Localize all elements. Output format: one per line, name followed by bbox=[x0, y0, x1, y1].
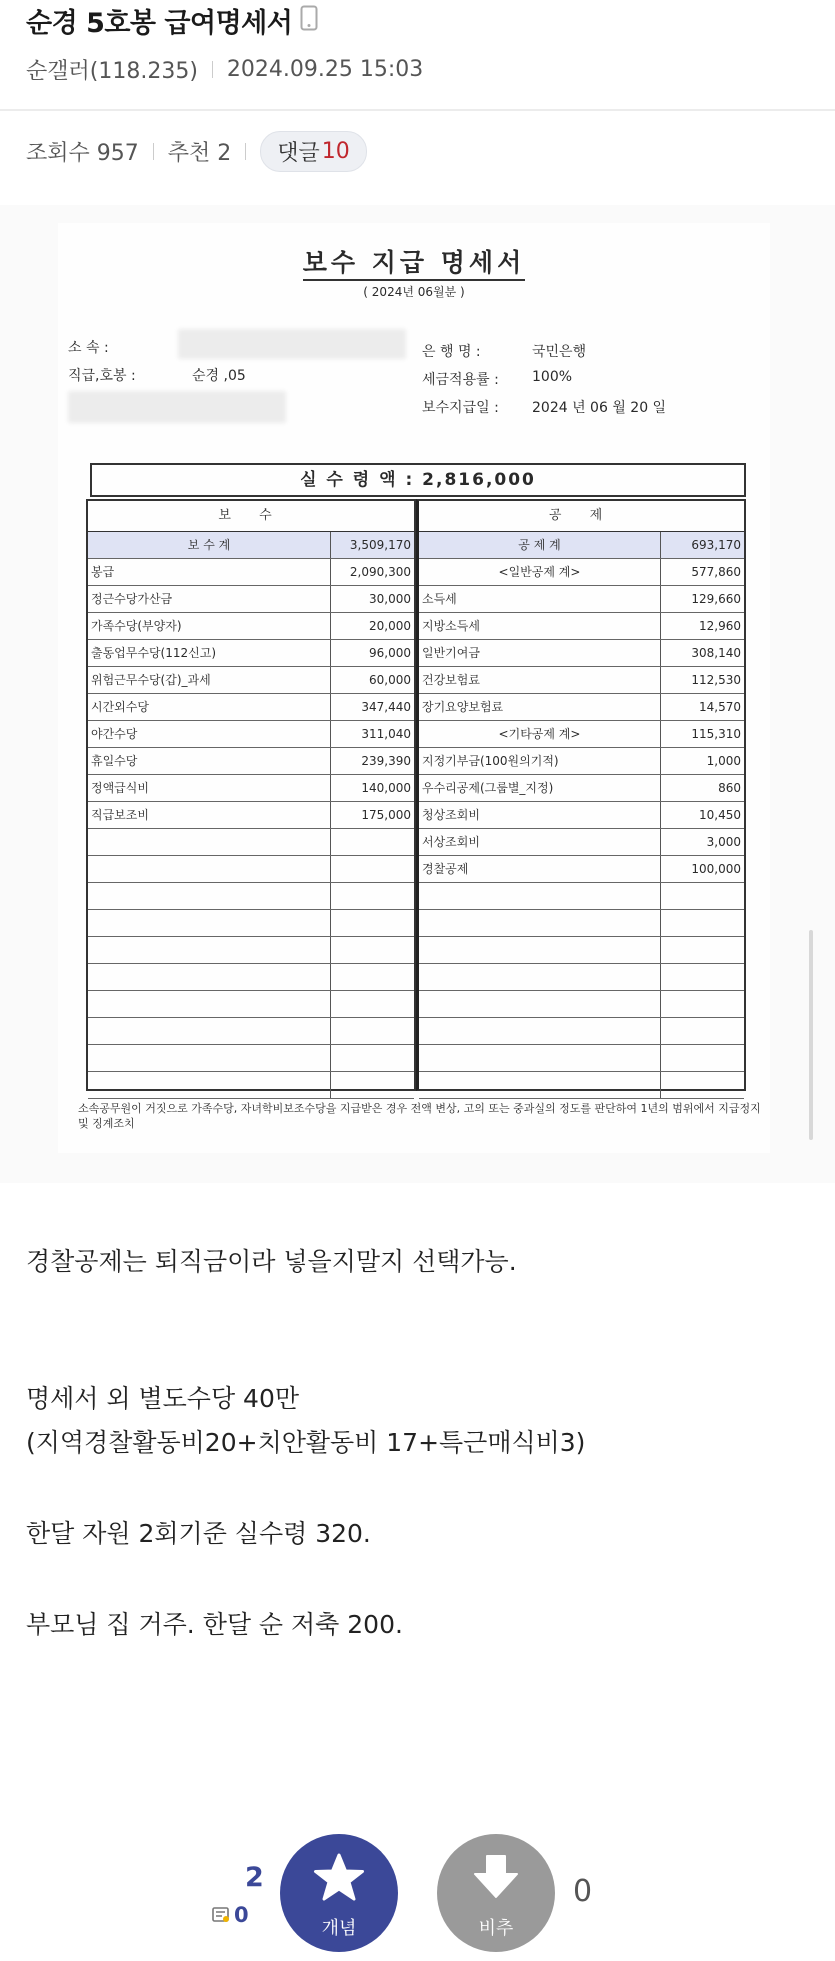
bank-value: 국민은행 bbox=[532, 344, 587, 360]
pay-table-header: 보 수 bbox=[88, 501, 414, 532]
payslip-note: 소속공무원이 거짓으로 가족수당, 자녀학비보조수당을 지급받은 경우 전액 변상, 고의 또는 중과실의 정도를 판단하여 1년의 범위에서 지급정지 및 징계조치 bbox=[78, 1102, 761, 1130]
table-row: 야간수당 311,040 bbox=[88, 721, 414, 748]
comment-count: 10 bbox=[321, 138, 350, 164]
comment-button[interactable] bbox=[260, 131, 367, 172]
payslip-title: 보수 지급 명세서 bbox=[58, 243, 770, 279]
tax-label: 세금적용률 : bbox=[422, 372, 499, 388]
paydate-value: 2024 년 06 월 20 일 bbox=[532, 400, 667, 416]
upvote-count: 2 bbox=[245, 1862, 264, 1893]
tax-value: 100% bbox=[532, 369, 573, 385]
pay-table bbox=[86, 499, 416, 1091]
table-row: 우수리공제(그룹별_지정) 860 bbox=[419, 775, 744, 802]
empty-row bbox=[88, 856, 414, 883]
post-body bbox=[26, 1245, 585, 1642]
body-line: 경찰공제는 퇴직금이라 넣을지말지 선택가능. bbox=[26, 1247, 517, 1276]
empty-row bbox=[88, 991, 414, 1018]
downvote-button[interactable] bbox=[437, 1834, 555, 1952]
empty-row bbox=[419, 1045, 744, 1072]
table-row: 시간외수당 347,440 bbox=[88, 694, 414, 721]
empty-row bbox=[419, 910, 744, 937]
affiliation-label: 소 속 : bbox=[68, 340, 109, 356]
empty-row bbox=[419, 883, 744, 910]
empty-row bbox=[88, 1018, 414, 1045]
body-line: 명세서 외 별도수당 40만 bbox=[26, 1384, 300, 1413]
stats-separator bbox=[245, 143, 246, 160]
body-line: (지역경찰활동비20+치안활동비 17+특근매식비3) bbox=[26, 1428, 586, 1457]
redacted-name bbox=[68, 391, 286, 423]
net-pay: 실 수 령 액 : 2,816,000 bbox=[90, 463, 746, 497]
payslip-document bbox=[58, 223, 770, 1153]
upvote-button[interactable] bbox=[280, 1834, 398, 1952]
table-row: 건강보험료 112,530 bbox=[419, 667, 744, 694]
table-row: 봉급 2,090,300 bbox=[88, 559, 414, 586]
payslip-image[interactable] bbox=[0, 205, 835, 1183]
downvote-label: 비추 bbox=[478, 1918, 514, 1939]
table-row: 출동업무수당(112신고) 96,000 bbox=[88, 640, 414, 667]
table-row: 직급보조비 175,000 bbox=[88, 802, 414, 829]
empty-row bbox=[88, 910, 414, 937]
comment-label: 댓글 bbox=[277, 140, 320, 166]
table-row: 서상조회비 3,000 bbox=[419, 829, 744, 856]
table-row: 정근수당가산금 30,000 bbox=[88, 586, 414, 613]
deduction-table bbox=[416, 499, 746, 1091]
table-row: 공 제 계 693,170 bbox=[419, 532, 744, 559]
empty-row bbox=[419, 964, 744, 991]
fixed-user-icon bbox=[212, 1907, 230, 1923]
empty-row bbox=[88, 1045, 414, 1072]
down-arrow-icon bbox=[470, 1852, 522, 1904]
table-row: 휴일수당 239,390 bbox=[88, 748, 414, 775]
downvote-count: 0 bbox=[573, 1874, 593, 1909]
upvote-label: 개념 bbox=[321, 1918, 357, 1939]
recommend-count: 추천 2 bbox=[167, 140, 232, 166]
table-row: 보 수 계 3,509,170 bbox=[88, 532, 414, 559]
view-count: 조회수 957 bbox=[26, 140, 139, 166]
empty-row bbox=[88, 964, 414, 991]
table-row: 지방소득세 12,960 bbox=[419, 613, 744, 640]
table-row: 일반기여금 308,140 bbox=[419, 640, 744, 667]
author-name[interactable]: 순갤러(118.235) bbox=[26, 58, 198, 84]
vote-area bbox=[0, 1834, 835, 1961]
scrollbar[interactable] bbox=[809, 930, 813, 1140]
empty-row bbox=[88, 829, 414, 856]
deduction-table-header: 공 제 bbox=[419, 501, 744, 532]
post-header bbox=[0, 0, 835, 98]
post-title: 순경 5호봉 급여명세서 bbox=[26, 7, 293, 39]
table-row: 장기요양보험료 14,570 bbox=[419, 694, 744, 721]
table-row: <기타공제 계> 115,310 bbox=[419, 721, 744, 748]
empty-row bbox=[419, 991, 744, 1018]
table-row: <일반공제 계> 577,860 bbox=[419, 559, 744, 586]
stats-separator bbox=[153, 143, 154, 160]
empty-row bbox=[419, 1072, 744, 1099]
table-row: 정액급식비 140,000 bbox=[88, 775, 414, 802]
table-row: 소득세 129,660 bbox=[419, 586, 744, 613]
empty-row bbox=[88, 883, 414, 910]
empty-row bbox=[419, 1018, 744, 1045]
body-line: 부모님 집 거주. 한달 순 저축 200. bbox=[26, 1610, 403, 1639]
mobile-icon bbox=[300, 5, 318, 35]
star-icon bbox=[313, 1852, 365, 1904]
rank-value: 순경 ,05 bbox=[192, 368, 246, 384]
table-row: 지정기부금(100원의기적) 1,000 bbox=[419, 748, 744, 775]
table-row: 가족수당(부양자) 20,000 bbox=[88, 613, 414, 640]
table-row: 경찰공제 100,000 bbox=[419, 856, 744, 883]
empty-row bbox=[419, 937, 744, 964]
body-line: 한달 자원 2회기준 실수령 320. bbox=[26, 1519, 371, 1548]
empty-row bbox=[88, 937, 414, 964]
meta-separator bbox=[212, 61, 213, 78]
paydate-label: 보수지급일 : bbox=[422, 400, 499, 416]
rank-label: 직급,호봉 : bbox=[68, 368, 136, 384]
post-stats bbox=[0, 111, 835, 191]
table-row: 위험근무수당(갑)_과세 60,000 bbox=[88, 667, 414, 694]
payslip-period: ( 2024년 06월분 ) bbox=[363, 285, 465, 299]
redacted-affiliation bbox=[178, 329, 406, 359]
post-date: 2024.09.25 15:03 bbox=[226, 56, 424, 82]
table-row: 청상조회비 10,450 bbox=[419, 802, 744, 829]
empty-row bbox=[88, 1072, 414, 1099]
fixed-upvote-count: 0 bbox=[212, 1903, 249, 1927]
bank-label: 은 행 명 : bbox=[422, 344, 481, 360]
